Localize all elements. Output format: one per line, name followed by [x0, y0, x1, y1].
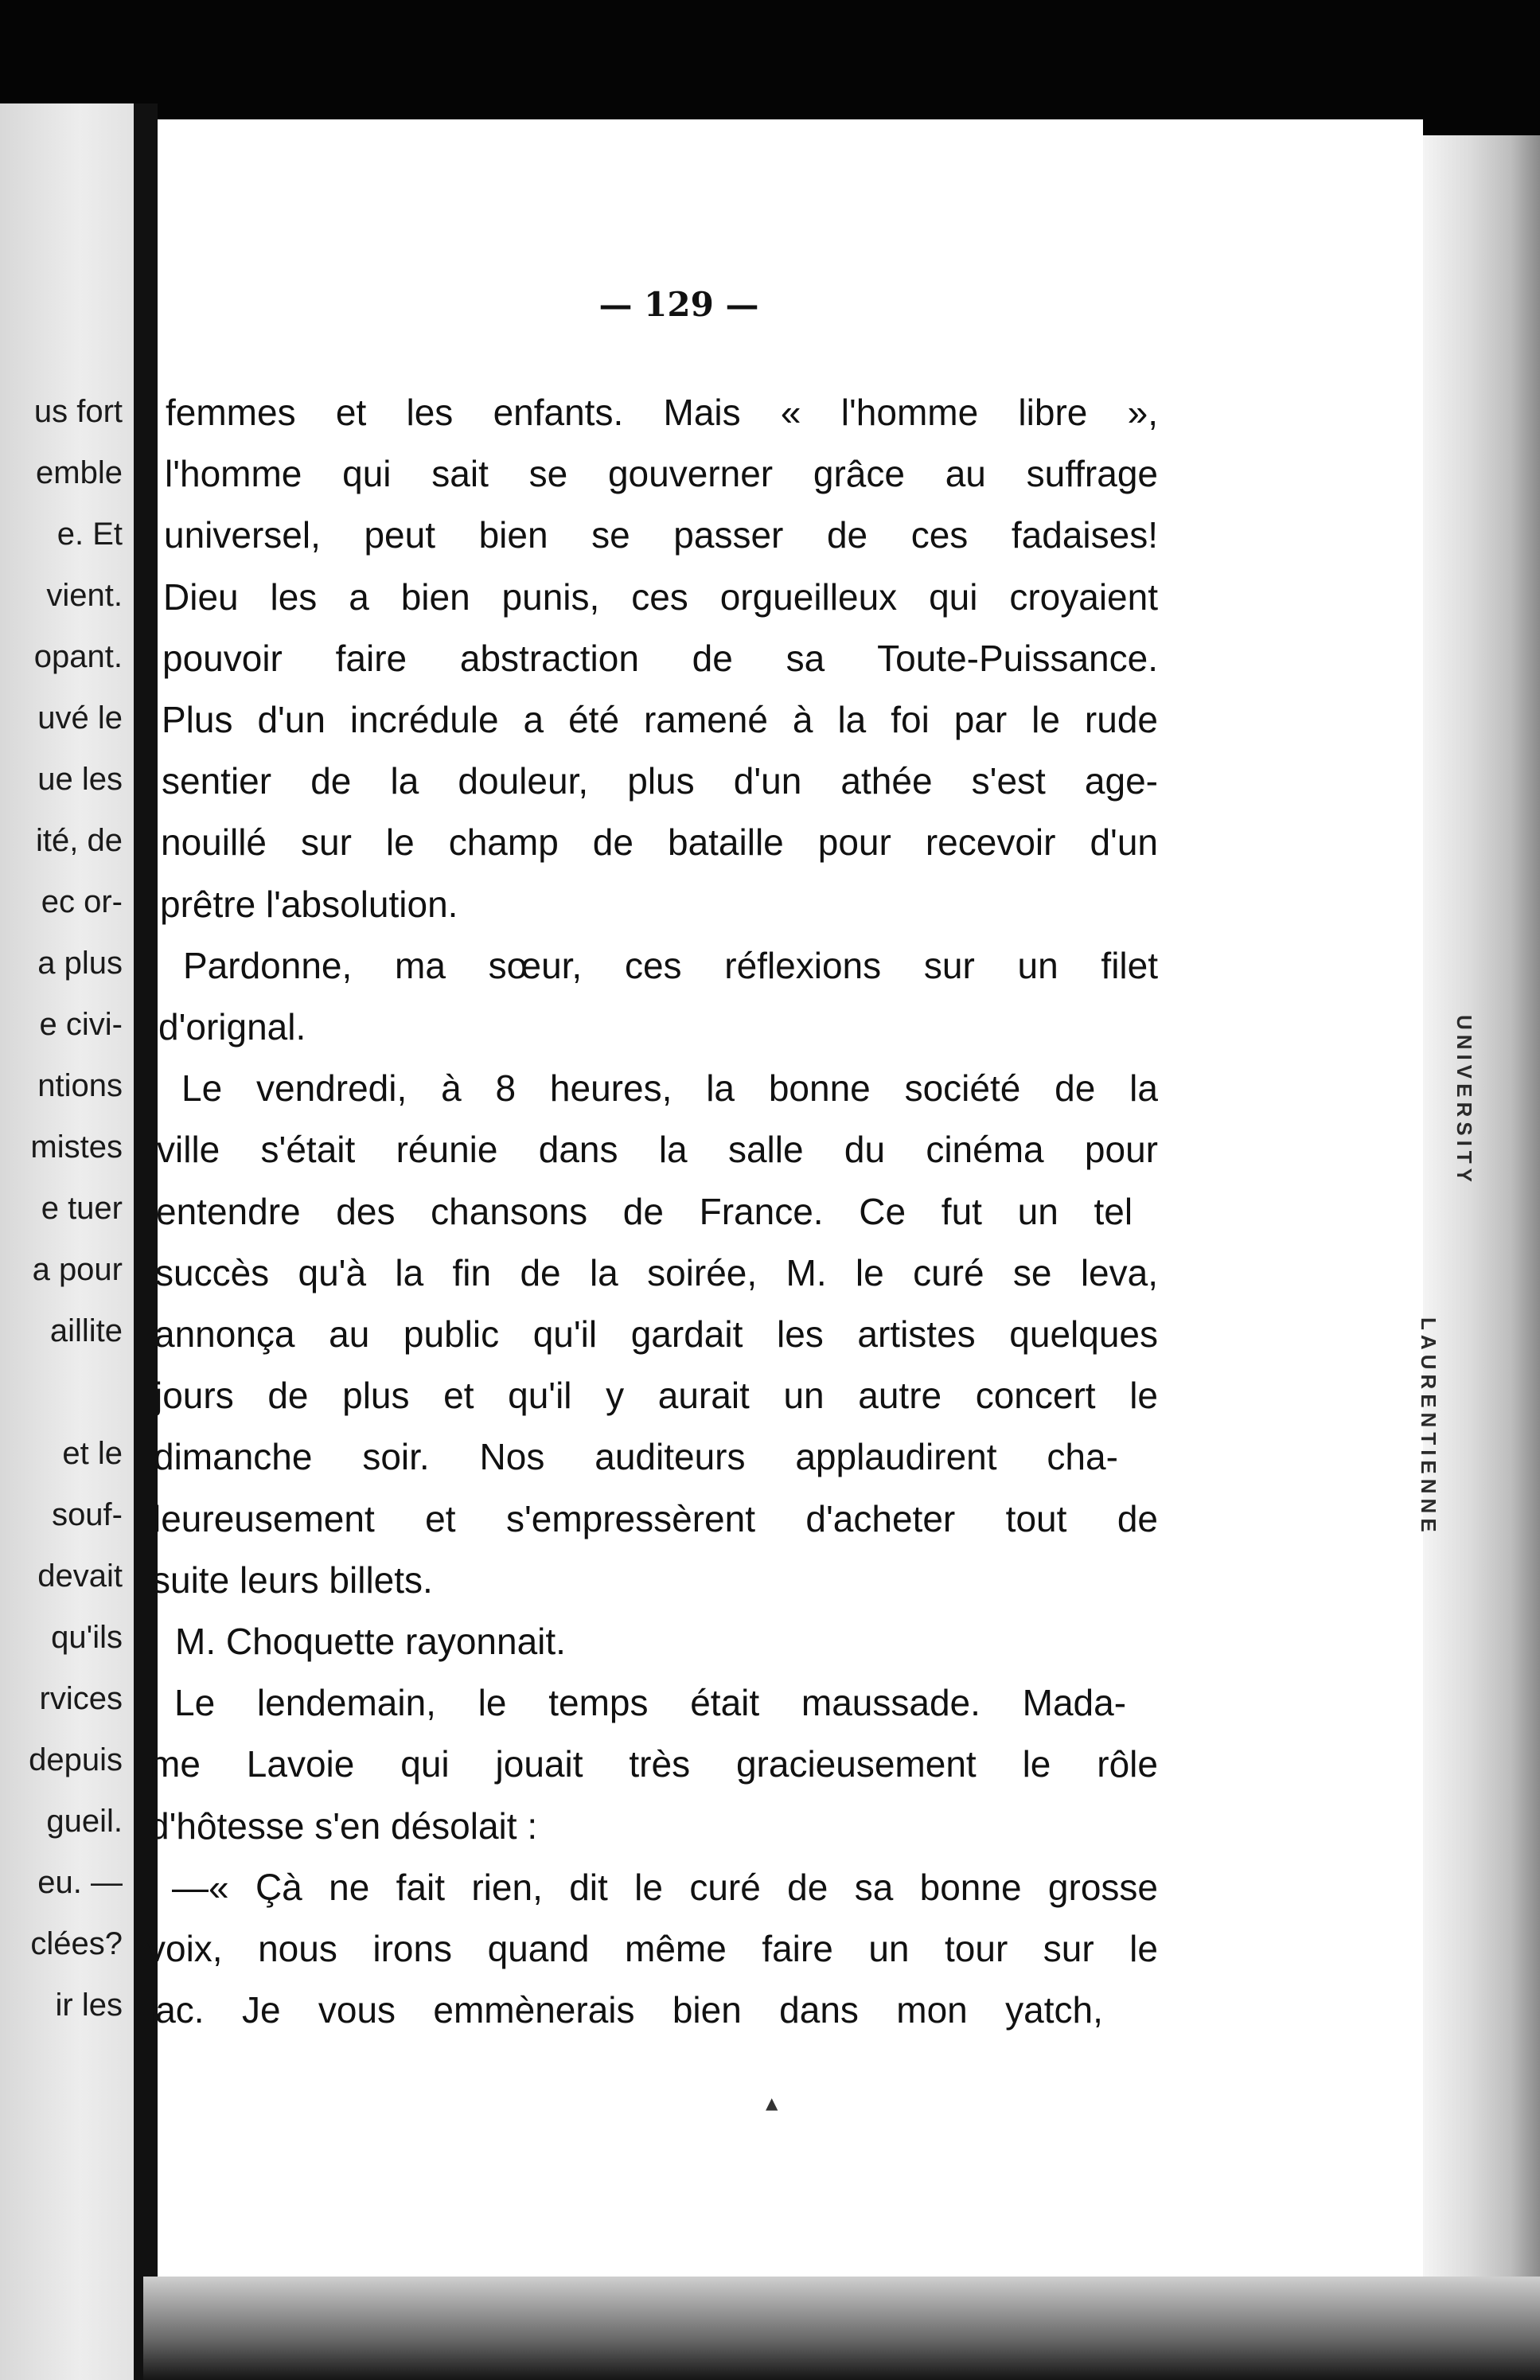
- body-text-line: Dieu les a bien punis, ces orgueilleux qui croyaient: [163, 576, 1158, 618]
- left-page-line: aillite: [49, 1313, 123, 1348]
- body-text-line: leureusement et s'empressèrent d'acheter tout de: [153, 1498, 1158, 1539]
- left-page-line: e. Et: [57, 517, 123, 552]
- body-text-line: succès qu'à la fin de la soirée, M. le curé se leva,: [155, 1252, 1158, 1293]
- body-text-line: l'homme qui sait se gouverner grâce au suffrage: [165, 453, 1158, 494]
- left-page-line: vient.: [46, 578, 123, 613]
- left-page-line: rvices: [39, 1681, 123, 1716]
- body-text-line: Le lendemain, le temps était maussade. Mada-: [174, 1682, 1127, 1723]
- left-page-line: opant.: [33, 639, 123, 674]
- left-page-line: souf-: [52, 1497, 123, 1532]
- left-page-line: us fort: [33, 394, 123, 429]
- body-text-line: ville s'était réunie dans la salle du cinéma pour: [157, 1129, 1158, 1170]
- left-facing-page: [0, 103, 134, 2380]
- library-stamp: [1357, 1015, 1484, 1596]
- body-text-line: lac. Je vous emmènerais bien dans mon yatch,: [147, 1989, 1103, 2031]
- body-text-line: prêtre l'absolution.: [160, 884, 458, 925]
- stamp-line-1: UNIVERSITY: [1452, 1015, 1476, 1188]
- body-text-line: entendre des chansons de France. Ce fut un tel: [156, 1191, 1133, 1232]
- left-page-line: ue les: [37, 762, 123, 797]
- left-page-line: emble: [36, 455, 123, 490]
- left-page-line: ir les: [55, 1988, 123, 2023]
- left-page-line: e civi-: [39, 1007, 123, 1042]
- body-text-line: dimanche soir. Nos auditeurs applaudirent cha-: [154, 1436, 1118, 1477]
- left-page-line: ec or-: [41, 884, 123, 919]
- body-text-line: jours de plus et qu'il y aurait un autre concert le: [154, 1375, 1158, 1416]
- left-page-line: devait: [37, 1559, 123, 1594]
- body-text-line: Le vendredi, à 8 heures, la bonne société de la: [181, 1067, 1158, 1109]
- stamp-line-2: LAURENTIENNE: [1417, 1317, 1441, 1537]
- book-gutter: [134, 103, 158, 2380]
- ink-mark: ▲: [766, 2093, 778, 2113]
- body-text-line: —« Çà ne fait rien, dit le curé de sa bonne grosse: [172, 1867, 1158, 1908]
- left-page-line: qu'ils: [51, 1620, 123, 1655]
- body-text-line: Plus d'un incrédule a été ramené à la foi par le rude: [162, 699, 1158, 740]
- left-page-line: depuis: [29, 1742, 123, 1777]
- body-text-line: M. Choquette rayonnait.: [175, 1621, 566, 1662]
- body-text-line: nouillé sur le champ de bataille pour recevoir d'un: [161, 821, 1158, 863]
- body-text-line: universel, peut bien se passer de ces fadaises!: [164, 514, 1158, 556]
- left-page-line: uvé le: [37, 700, 123, 735]
- left-page-line: eu. —: [37, 1865, 123, 1900]
- left-page-line: a pour: [32, 1252, 123, 1287]
- left-page-line: gueil.: [46, 1804, 123, 1839]
- body-text-line: pouvoir faire abstraction de sa Toute-Puissance.: [162, 638, 1158, 679]
- body-text-line: suite leurs billets.: [152, 1559, 433, 1601]
- page-number: — 129 —: [598, 285, 759, 324]
- body-text-line: d'hôtesse s'en désolait :: [149, 1805, 538, 1847]
- body-text-line: voix, nous irons quand même faire un tour sur le: [147, 1928, 1158, 1969]
- left-page-line: ité, de: [36, 823, 123, 858]
- page-bottom-shadow: [143, 2277, 1540, 2380]
- body-text-line: annonça au public qu'il gardait les artistes quelques: [154, 1313, 1158, 1355]
- body-text-line: me Lavoie qui jouait très gracieusement le rôle: [150, 1743, 1158, 1785]
- left-page-line: et le: [62, 1436, 123, 1471]
- body-text-line: Pardonne, ma sœur, ces réflexions sur un filet: [183, 945, 1158, 986]
- left-page-line: mistes: [30, 1130, 123, 1165]
- body-text-line: d'orignal.: [158, 1006, 306, 1048]
- left-page-line: ntions: [37, 1068, 123, 1103]
- body-text-line: femmes et les enfants. Mais « l'homme libre »,: [166, 392, 1158, 433]
- body-text-line: sentier de la douleur, plus d'un athée s'est age-: [162, 760, 1158, 802]
- left-page-line: e tuer: [41, 1191, 123, 1226]
- left-page-line: clées?: [30, 1926, 123, 1961]
- left-page-line: a plus: [37, 946, 123, 981]
